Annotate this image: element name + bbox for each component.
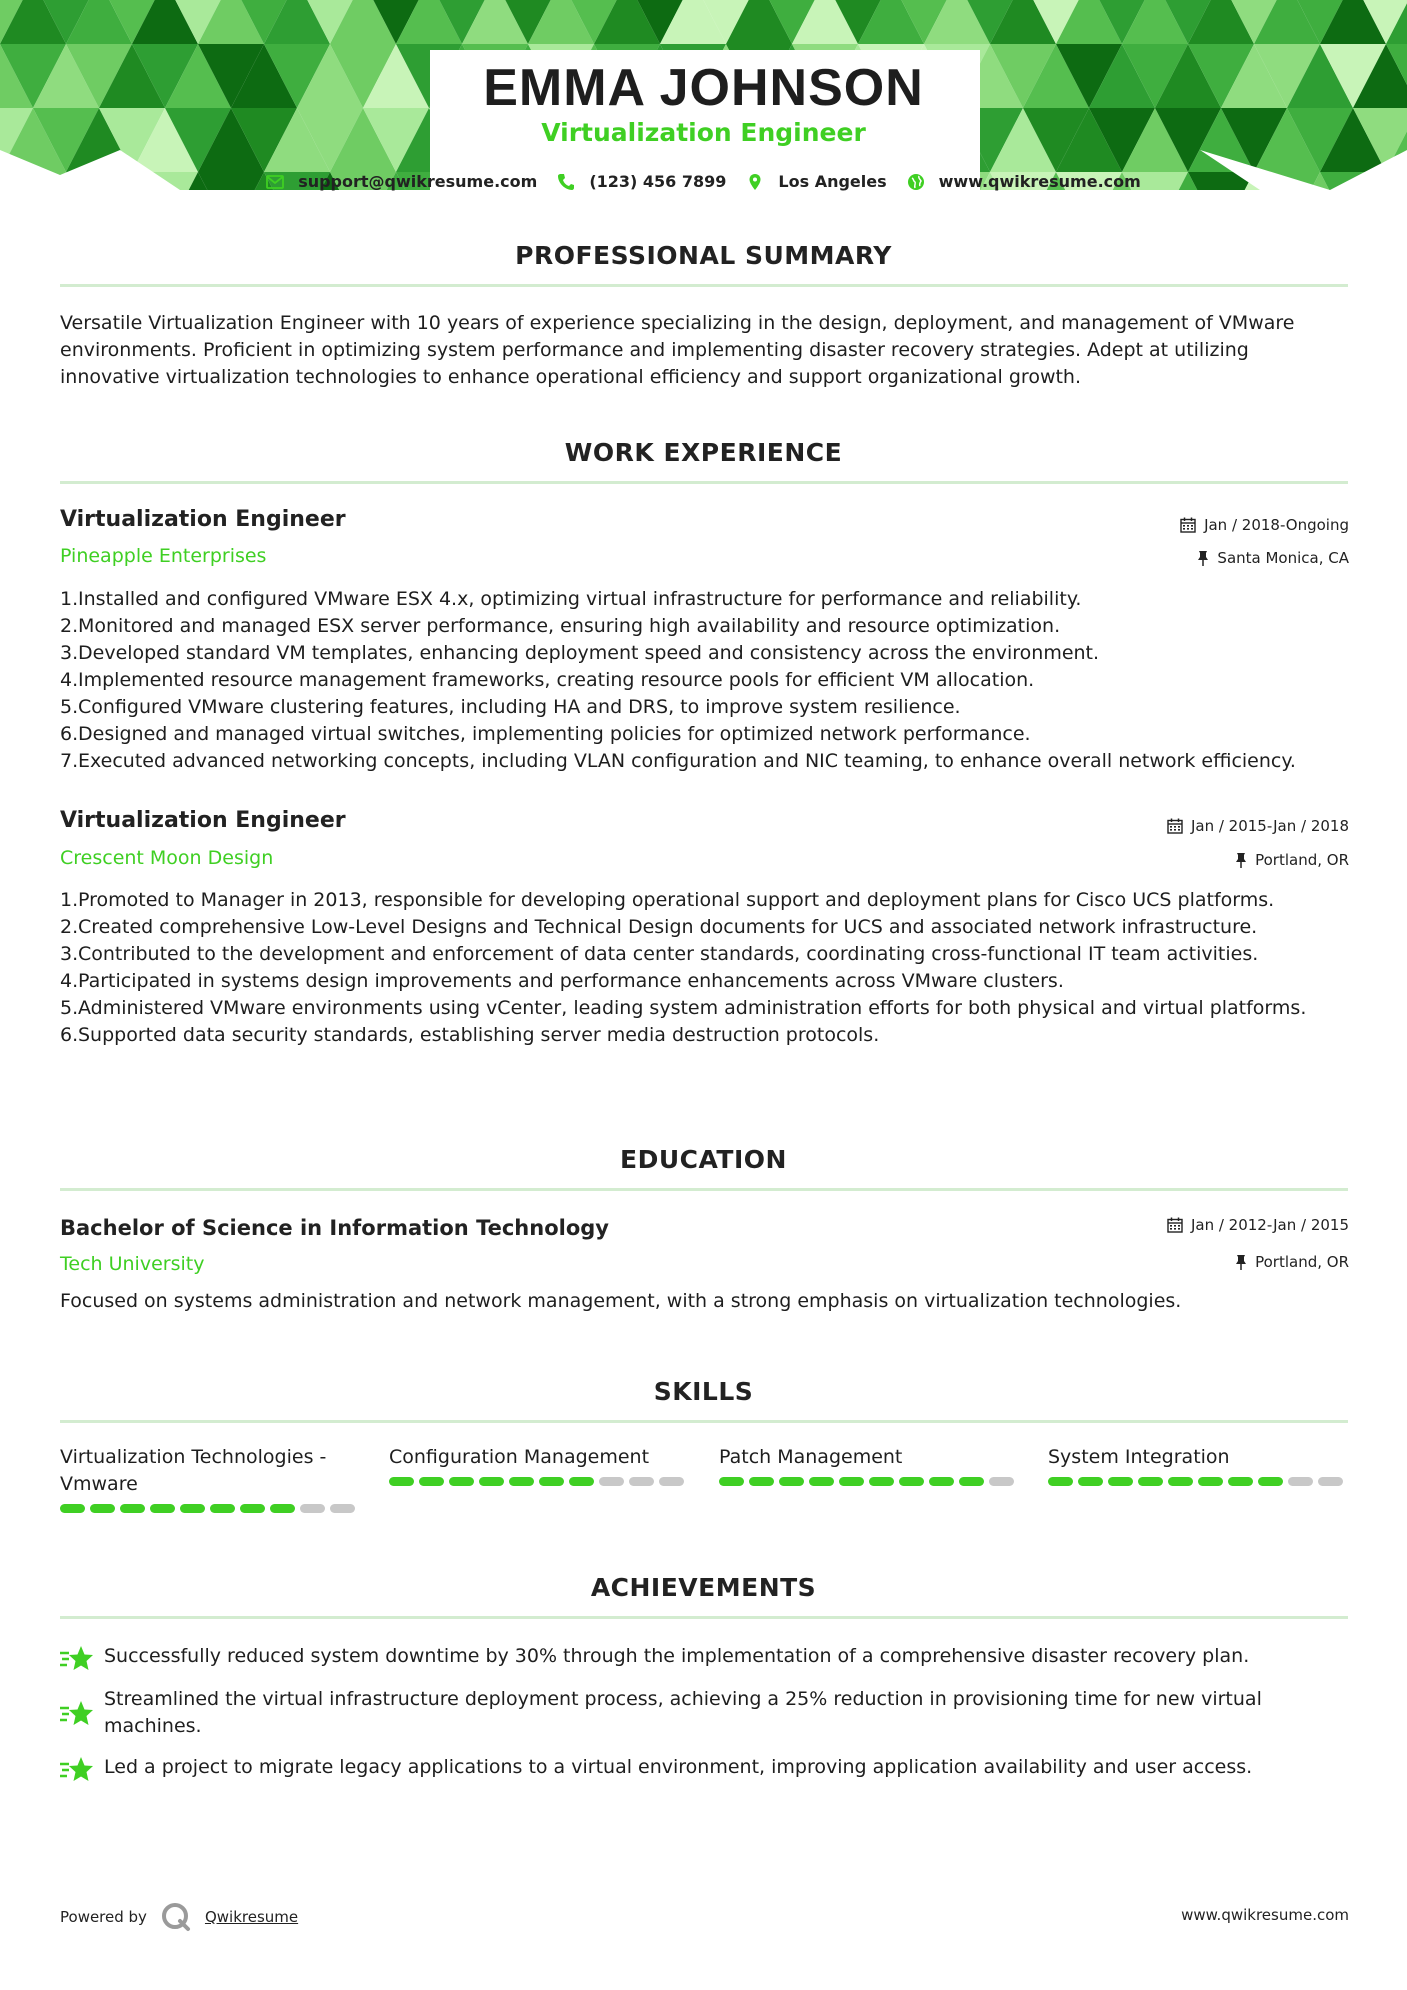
skill-label: Patch Management <box>719 1446 903 1468</box>
achievements-divider <box>60 1616 1348 1619</box>
skill-segment <box>60 1504 85 1513</box>
qwikresume-link[interactable]: Qwikresume <box>204 1908 299 1926</box>
candidate-name: EMMA JOHNSON <box>483 59 924 117</box>
job-title: Virtualization Engineer <box>60 507 346 532</box>
skill-segment <box>330 1504 355 1513</box>
star-icon <box>60 1756 94 1784</box>
list-item: 4. Implemented resource management frameworks, creating resource pools for efficient VM allocation. <box>60 669 1035 691</box>
skill-segment <box>959 1477 984 1486</box>
education-description: Focused on systems administration and network management, with a strong emphasis on virtualization technologies. <box>60 1290 1182 1312</box>
job-company: Pineapple Enterprises <box>60 545 267 567</box>
job-location-text: Portland, OR <box>1255 851 1349 869</box>
degree-title: Bachelor of Science in Information Technology <box>60 1216 609 1240</box>
skill-segment <box>1288 1477 1313 1486</box>
skill-segment <box>539 1477 564 1486</box>
skill-level-bar <box>1048 1477 1348 1486</box>
summary-heading: PROFESSIONAL SUMMARY <box>515 241 892 270</box>
powered-by-label: Powered by <box>60 1908 147 1926</box>
globe-icon <box>907 173 925 191</box>
job-title: Virtualization Engineer <box>60 808 346 833</box>
summary-divider <box>60 284 1348 287</box>
skill-segment <box>869 1477 894 1486</box>
job-dates-text: Jan / 2015-Jan / 2018 <box>1190 817 1349 835</box>
job-location-text: Santa Monica, CA <box>1217 549 1349 567</box>
skill-segment <box>180 1504 205 1513</box>
education-heading: EDUCATION <box>620 1145 787 1174</box>
achievement-text: Streamlined the virtual infrastructure deployment process, achieving a 25% reduction in provisioning time for new virtual machines. <box>104 1688 1262 1737</box>
skill-item <box>719 1444 1019 1486</box>
skill-level-bar <box>60 1504 360 1513</box>
skill-segment <box>839 1477 864 1486</box>
calendar-icon <box>1167 1217 1183 1233</box>
contact-email[interactable] <box>266 172 537 191</box>
skill-segment <box>749 1477 774 1486</box>
skill-label: Configuration Management <box>389 1446 650 1468</box>
email-text: support@qwikresume.com <box>298 172 538 191</box>
skill-segment <box>809 1477 834 1486</box>
skill-item <box>60 1444 360 1513</box>
skill-segment <box>150 1504 175 1513</box>
skill-segment <box>1198 1477 1223 1486</box>
skill-segment <box>989 1477 1014 1486</box>
list-item: 6. Designed and managed virtual switches, implementing policies for optimized network performance. <box>60 723 1031 745</box>
job-bullets <box>60 586 1350 775</box>
skill-segment <box>1228 1477 1253 1486</box>
job-company: Crescent Moon Design <box>60 847 274 869</box>
footer-powered-by <box>60 1902 298 1932</box>
skill-segment <box>719 1477 744 1486</box>
pushpin-icon <box>1235 1254 1247 1270</box>
skill-segment <box>479 1477 504 1486</box>
job-dates <box>1180 516 1349 534</box>
skill-segment <box>929 1477 954 1486</box>
skill-segment <box>300 1504 325 1513</box>
skill-segment <box>449 1477 474 1486</box>
job-dates <box>1167 817 1349 835</box>
website-text: www.qwikresume.com <box>938 172 1141 191</box>
skill-label: System Integration <box>1048 1446 1230 1468</box>
contact-bar <box>0 172 1407 191</box>
list-item: 1. Promoted to Manager in 2013, responsible for developing operational support and deployment plans for Cisco UCS platforms. <box>60 889 1275 911</box>
calendar-icon <box>1180 517 1196 533</box>
phone-icon <box>557 173 575 191</box>
skill-segment <box>270 1504 295 1513</box>
skill-segment <box>210 1504 235 1513</box>
star-icon <box>60 1645 94 1673</box>
contact-location <box>746 172 886 191</box>
skill-segment <box>509 1477 534 1486</box>
qwikresume-logo-icon <box>161 1902 191 1932</box>
calendar-icon <box>1167 818 1183 834</box>
skill-item <box>1048 1444 1348 1486</box>
skill-segment <box>1108 1477 1133 1486</box>
skill-segment <box>599 1477 624 1486</box>
skill-segment <box>120 1504 145 1513</box>
candidate-title: Virtualization Engineer <box>541 118 866 147</box>
contact-website[interactable] <box>907 172 1141 191</box>
skill-segment <box>1138 1477 1163 1486</box>
education-location-text: Portland, OR <box>1255 1253 1349 1271</box>
achievement-text: Successfully reduced system downtime by 30% through the implementation of a comprehensive disaster recovery plan. <box>104 1645 1250 1667</box>
skills-heading: SKILLS <box>653 1377 754 1406</box>
job-location <box>1235 851 1349 869</box>
list-item: 1. Installed and configured VMware ESX 4.x, optimizing virtual infrastructure for performance and reliability. <box>60 588 1082 610</box>
achievement-item <box>60 1754 1350 1784</box>
skill-label: Virtualization Technologies - Vmware <box>60 1446 327 1495</box>
achievements-heading: ACHIEVEMENTS <box>590 1573 817 1602</box>
star-icon <box>60 1688 94 1740</box>
job-location <box>1197 549 1349 567</box>
skill-segment <box>90 1504 115 1513</box>
skill-item <box>389 1444 689 1486</box>
skill-segment <box>779 1477 804 1486</box>
education-dates-text: Jan / 2012-Jan / 2015 <box>1190 1216 1349 1234</box>
skill-segment <box>629 1477 654 1486</box>
list-item: 5. Configured VMware clustering features, including HA and DRS, to improve system resilience. <box>60 696 961 718</box>
education-divider <box>60 1188 1348 1191</box>
job-dates-text: Jan / 2018-Ongoing <box>1204 516 1349 534</box>
education-location <box>1235 1253 1349 1271</box>
experience-divider <box>60 481 1348 484</box>
list-item: 5. Administered VMware environments using vCenter, leading system administration efforts for both physical and virtual platforms. <box>60 997 1307 1019</box>
skill-segment <box>569 1477 594 1486</box>
contact-phone[interactable] <box>557 172 726 191</box>
job-bullets <box>60 887 1350 1049</box>
achievement-text: Led a project to migrate legacy applications to a virtual environment, improving application availability and user access. <box>104 1756 1253 1778</box>
skill-level-bar <box>719 1477 1019 1486</box>
achievement-item <box>60 1643 1350 1673</box>
map-pin-icon <box>746 173 764 191</box>
skill-segment <box>1078 1477 1103 1486</box>
skill-segment <box>1258 1477 1283 1486</box>
experience-heading: WORK EXPERIENCE <box>564 438 843 467</box>
location-text: Los Angeles <box>778 172 887 191</box>
skill-segment <box>419 1477 444 1486</box>
list-item: 4. Participated in systems design improvements and performance enhancements across VMware clusters. <box>60 970 1064 992</box>
footer-website[interactable]: www.qwikresume.com <box>1181 1906 1349 1924</box>
list-item: 2. Created comprehensive Low-Level Designs and Technical Design documents for UCS and associated network infrastructure. <box>60 916 1258 938</box>
skill-segment <box>240 1504 265 1513</box>
skill-segment <box>1048 1477 1073 1486</box>
skills-divider <box>60 1420 1348 1423</box>
phone-text: (123) 456 7899 <box>589 172 727 191</box>
school-name: Tech University <box>60 1253 205 1275</box>
list-item: 2. Monitored and managed ESX server performance, ensuring high availability and resource optimization. <box>60 615 1061 637</box>
list-item: 3. Contributed to the development and enforcement of data center standards, coordinating cross-functional IT team activities. <box>60 943 1259 965</box>
skill-segment <box>659 1477 684 1486</box>
list-item: 3. Developed standard VM templates, enhancing deployment speed and consistency across the environment. <box>60 642 1100 664</box>
skill-segment <box>899 1477 924 1486</box>
list-item: 7. Executed advanced networking concepts, including VLAN configuration and NIC teaming, to enhance overall network efficiency. <box>60 750 1296 772</box>
pushpin-icon <box>1197 550 1209 566</box>
achievement-item <box>60 1686 1350 1740</box>
skill-segment <box>1318 1477 1343 1486</box>
skill-segment <box>1168 1477 1193 1486</box>
education-dates <box>1167 1216 1349 1234</box>
summary-text: Versatile Virtualization Engineer with 10 years of experience specializing in the design, deployment, and management of VMware environments. Proficient in optimizing system performance and implementing disaster recovery strategies. Adept at utilizing innovative virtualization technologies to enhance operational efficiency and support organizational growth. <box>60 312 1295 388</box>
skill-segment <box>389 1477 414 1486</box>
skill-level-bar <box>389 1477 689 1486</box>
envelope-icon <box>266 173 284 191</box>
list-item: 6. Supported data security standards, establishing server media destruction protocols. <box>60 1024 880 1046</box>
pushpin-icon <box>1235 852 1247 868</box>
